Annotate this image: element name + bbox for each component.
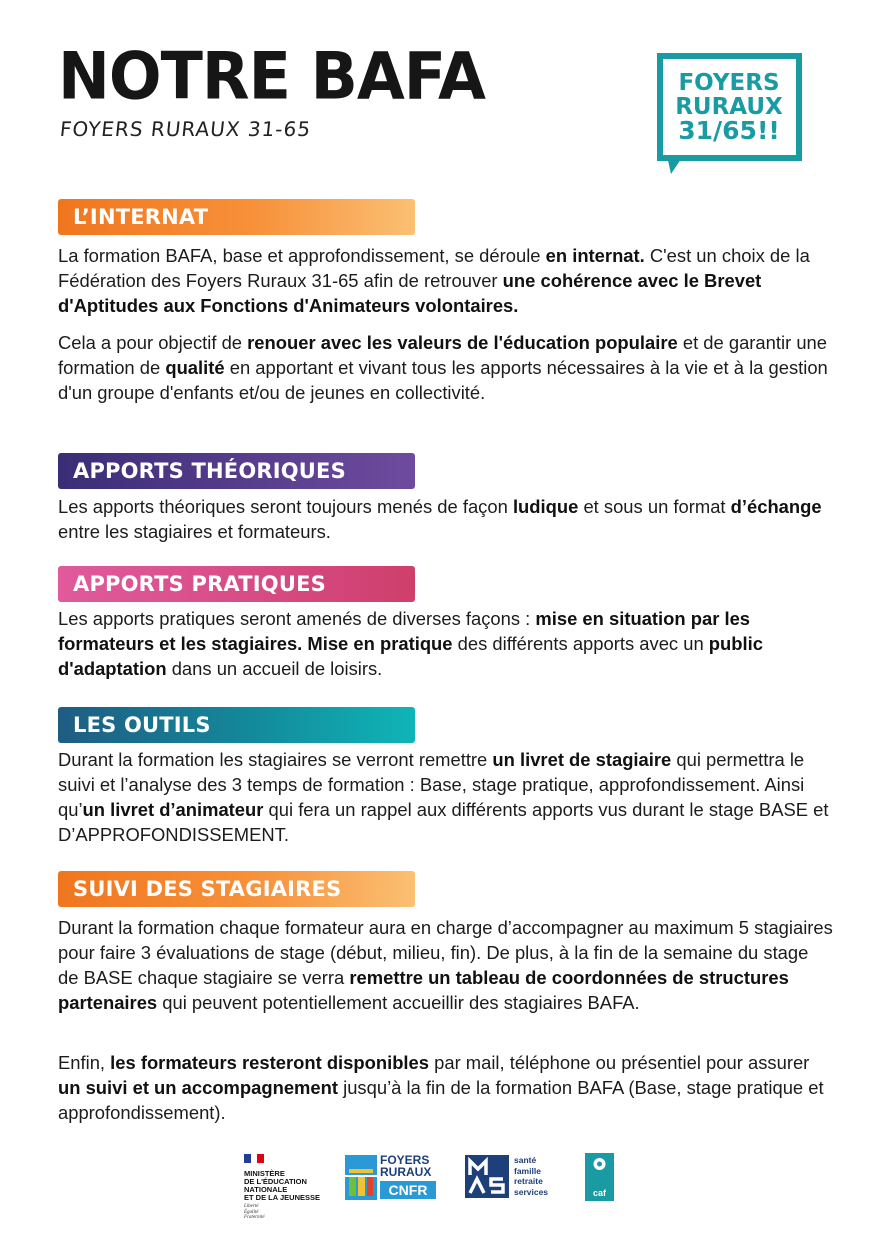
text-run: Cela a pour objectif de	[58, 332, 248, 353]
cnfr-logo	[345, 1155, 437, 1201]
caf-logo	[585, 1153, 614, 1201]
bold-run: qualité	[165, 357, 225, 378]
paragraph-apports-theoriques	[58, 494, 833, 544]
text-run: qui fera un rappel aux différents apports vus durant le stage BASE et D’APPROFONDISSEMENT.	[58, 799, 829, 845]
cnfr-line-1: FOYERS	[380, 1153, 430, 1167]
paragraph-internat-2	[58, 330, 833, 405]
ministere-line-3: NATIONALE	[244, 1185, 288, 1194]
page-subtitle: FOYERS RURAUX 31-65	[58, 117, 313, 141]
text-run: entre les stagiaires et formateurs.	[58, 521, 331, 542]
section-heading-suivi-des-stagiaires: SUIVI DES STAGIAIRES	[58, 871, 415, 907]
caf-emblem-icon	[585, 1153, 614, 1175]
bold-run: d’échange	[730, 496, 822, 517]
msa-logo	[465, 1155, 560, 1201]
text-run: Enfin,	[58, 1052, 111, 1073]
cnfr-badge: CNFR	[380, 1181, 436, 1199]
ministere-logo	[244, 1150, 334, 1220]
logo-line-2: RURAUX	[675, 94, 783, 120]
french-flag-icon	[244, 1154, 264, 1163]
motto-fraternite: Fraternité	[244, 1215, 265, 1220]
text-run: qui peuvent potentiellement accueillir des stagiaires BAFA.	[157, 992, 640, 1013]
text-run: La formation BAFA, base et approfondissement, se déroule	[58, 245, 546, 266]
text-run: dans un accueil de loisirs.	[166, 658, 383, 679]
text-run: qui permettra le suivi et l’analyse des 3 temps de formation : Base, stage pratique, approfondissement. Ainsi qu’	[58, 749, 805, 820]
bold-run: les formateurs resteront disponibles	[110, 1052, 429, 1073]
text-run: C'est un choix de la Fédération des Foyers Ruraux 31-65 afin de retrouver	[58, 245, 810, 291]
paragraph-les-outils	[58, 747, 833, 847]
section-heading-internat: L’INTERNAT	[58, 199, 415, 235]
cnfr-emblem-icon	[345, 1155, 377, 1200]
logo-line-3: 31/65!!	[678, 116, 780, 145]
msa-line-4: services	[514, 1186, 549, 1197]
logo-line-1: FOYERS	[678, 70, 780, 96]
text-run: Durant la formation les stagiaires se verront remettre	[58, 749, 493, 770]
motto-egalite: Égalité	[244, 1209, 259, 1215]
ministere-line-2: DE L'ÉDUCATION	[244, 1177, 307, 1186]
bold-run: un livret d’animateur	[82, 799, 264, 820]
msa-emblem-icon	[465, 1155, 509, 1198]
ministere-line-1: MINISTÈRE	[244, 1169, 285, 1178]
bold-run: une cohérence avec le Brevet d'Aptitudes aux Fonctions d'Animateurs volontaires.	[58, 270, 762, 316]
paragraph-apports-pratiques	[58, 606, 833, 681]
motto-liberte: Liberté	[244, 1204, 259, 1209]
paragraph-suivi-1	[58, 915, 833, 1015]
ministere-line-4: ET DE LA JEUNESSE	[244, 1193, 320, 1202]
text-run: Les apports pratiques seront amenés de diverses façons :	[58, 608, 536, 629]
section-heading-apports-pratiques: APPORTS PRATIQUES	[58, 566, 415, 602]
bold-run: un livret de stagiaire	[492, 749, 672, 770]
bold-run: ludique	[512, 496, 579, 517]
paragraph-internat-1	[58, 243, 833, 318]
msa-line-3: retraite	[514, 1176, 543, 1186]
text-run: en apportant et vivant tous les apports nécessaires à la vie et à la gestion d'un groupe d'enfants et/ou de jeunes en collectivité.	[58, 357, 828, 403]
text-run: Durant la formation chaque formateur aura en charge d’accompagner au maximum 5 stagiaires pour faire 3 évaluations de stage (début, milieu, fin). De plus, à la fin de la semaine du stage de BASE chaque stagiaire se verra	[58, 917, 833, 988]
bold-run: en internat.	[545, 245, 645, 266]
bold-run: renouer avec les valeurs de l'éducation populaire	[247, 332, 678, 353]
bold-run: public d'adaptation	[58, 633, 763, 679]
section-heading-les-outils: LES OUTILS	[58, 707, 415, 743]
foyers-ruraux-logo	[657, 52, 802, 177]
msa-line-1: santé	[514, 1155, 537, 1165]
bold-run: remettre un tableau de coordonnées de structures partenaires	[58, 967, 789, 1013]
msa-line-2: famille	[514, 1165, 541, 1176]
cnfr-line-2: RURAUX	[380, 1165, 432, 1179]
text-run: par mail, téléphone ou présentiel pour assurer	[429, 1052, 810, 1073]
caf-label: caf	[592, 1188, 606, 1198]
text-run: des différents apports avec un	[452, 633, 709, 654]
bold-run: un suivi et un accompagnement	[58, 1077, 338, 1098]
text-run: jusqu’à la fin de la formation BAFA (Base, stage pratique et approfondissement).	[58, 1077, 824, 1123]
paragraph-suivi-2	[58, 1050, 833, 1125]
text-run: et de garantir une formation de	[58, 332, 828, 378]
text-run: Les apports théoriques seront toujours menés de façon	[58, 496, 513, 517]
page-title: NOTRE BAFA	[58, 37, 486, 115]
section-heading-apports-theoriques: APPORTS THÉORIQUES	[58, 453, 415, 489]
text-run: et sous un format	[578, 496, 731, 517]
bold-run: mise en situation par les formateurs et les stagiaires. Mise en pratique	[58, 608, 751, 654]
